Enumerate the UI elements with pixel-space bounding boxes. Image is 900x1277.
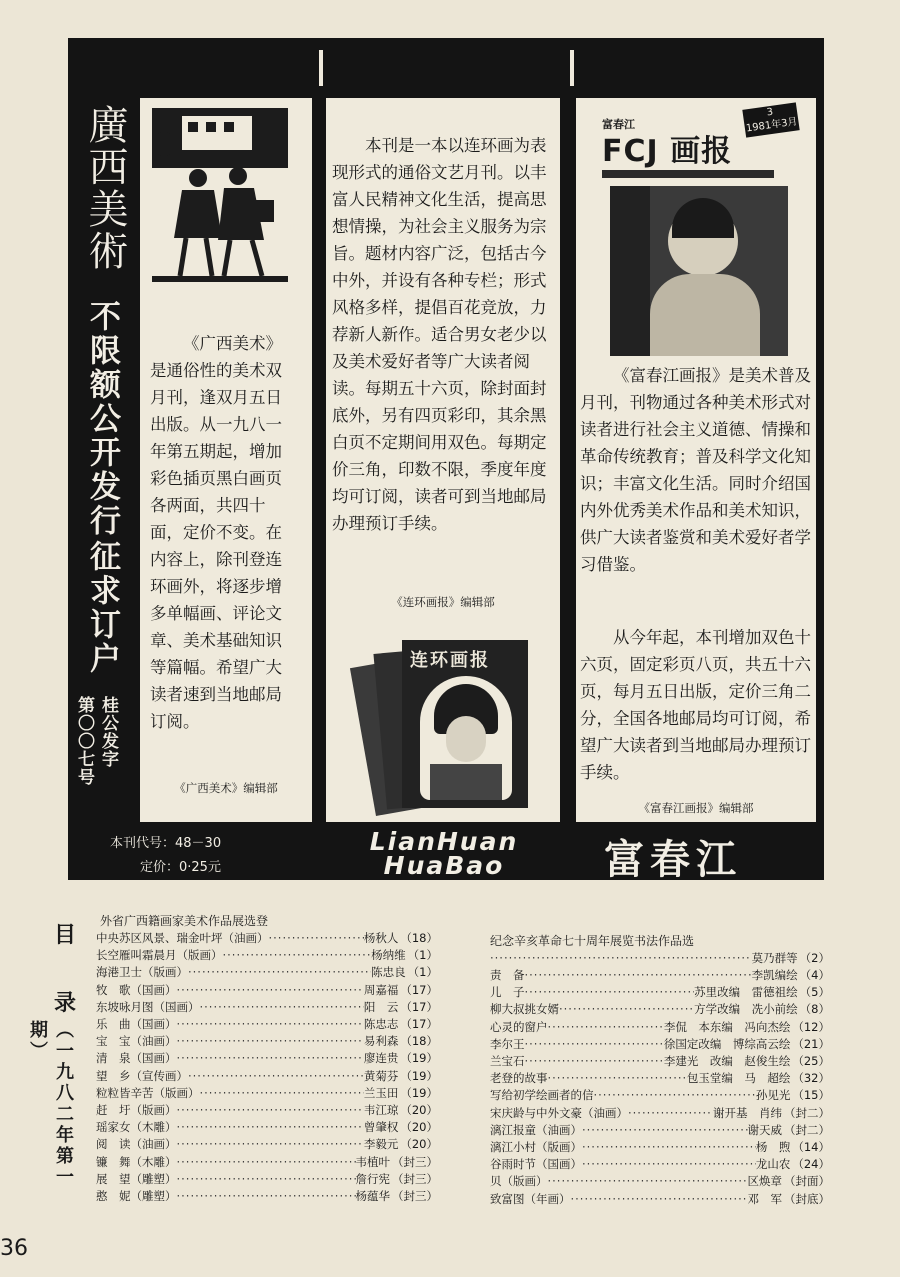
woodcut-illustration: [152, 108, 288, 284]
fcj-cover-painting: [610, 186, 788, 356]
toc-entry-page: （封三）: [392, 1171, 438, 1186]
toc-entry-page: （4）: [799, 968, 830, 982]
toc-entry-author: 易利森: [363, 1034, 399, 1049]
toc-entry-page: （15）: [792, 1088, 830, 1103]
toc-entry-author: 包玉堂编 马 超绘: [686, 1071, 791, 1086]
toc-leader-dots: [177, 1188, 356, 1205]
toc-entry-author: 李建光 改编 赵俊生绘: [663, 1054, 791, 1069]
toc-entry-title: 漓江小村（版画）: [490, 1140, 582, 1155]
toc-leader-dots: [177, 1171, 356, 1188]
toc-entry-author: 杨纳维: [371, 948, 406, 963]
toc-entry: [490, 1036, 830, 1053]
toc-entry-title: 儿 子: [490, 985, 525, 1000]
toc-leader-dots: [177, 1119, 364, 1136]
toc-entry-title: 宋庆龄与中外文豪（油画）: [490, 1105, 628, 1120]
toc-leader-dots: [582, 1122, 748, 1139]
left-signature: 《广西美术》编辑部: [174, 781, 278, 795]
toc-entry: [96, 1102, 438, 1119]
toc-entry: [490, 1191, 830, 1208]
toc-entry-page: （17）: [400, 982, 438, 997]
toc-entry: [490, 967, 830, 984]
permit-number-b: 桂公发字: [98, 696, 118, 768]
toc-entry-title: 宝 宝（油画）: [96, 1034, 177, 1049]
toc-entry-page: （12）: [792, 1019, 830, 1034]
toc-leader-dots: [223, 947, 372, 964]
toc-entry: [96, 1136, 438, 1153]
toc-leader-dots: [582, 1156, 756, 1173]
toc-entry-title: 漓江报童（油画）: [490, 1122, 582, 1137]
toc-entry-author: 陈忠志: [363, 1017, 399, 1032]
toc-entry-page: （21）: [792, 1036, 830, 1051]
toc-entry-title: 东坡咏月图（国画）: [96, 999, 200, 1014]
toc-entry: [96, 1033, 438, 1050]
cover-year: 1981年3月: [745, 116, 799, 135]
toc-entry-title: 贝（版画）: [490, 1174, 548, 1189]
toc-entry-page: （20）: [400, 1137, 438, 1152]
toc-leader-dots: [177, 1102, 364, 1119]
toc-entry-author: 韦植叶: [355, 1154, 390, 1169]
toc-entry-author: 黄菊芬: [363, 1068, 399, 1083]
toc-entry-title: 展 望（雕塑）: [96, 1171, 177, 1186]
toc-entry-title: 写给初学绘画者的信: [490, 1088, 594, 1103]
toc-left-heading: 外省广西籍画家美术作品展选登: [100, 914, 269, 928]
toc-leader-dots: [525, 1053, 664, 1070]
toc-entry-author: 廖连贵: [363, 1051, 399, 1066]
toc-entry-author: 李侃 本东编 冯向杰绘: [663, 1019, 791, 1034]
toc-entry-page: （17）: [400, 1017, 438, 1032]
toc-entry: [96, 930, 438, 947]
fcj-cover: [596, 104, 802, 359]
toc-entry: [490, 1053, 830, 1070]
toc-label-lu: 录: [54, 991, 77, 1016]
toc-entry-author: 曾肇权: [363, 1120, 399, 1135]
toc-leader-dots: [525, 1036, 664, 1053]
toc-entry: [96, 1171, 438, 1188]
toc-entry: [96, 1016, 438, 1033]
toc-entry-page: （封二）: [784, 1122, 830, 1137]
toc-entry-author: 孙见光: [755, 1088, 791, 1103]
toc-entry: [96, 1154, 438, 1171]
toc-left-list: [96, 930, 438, 1205]
toc-right-list: [490, 967, 830, 1208]
toc-entry-page: （14）: [792, 1140, 830, 1155]
toc-entry-page: （18）: [400, 1034, 438, 1049]
toc-leader-dots: [559, 1001, 694, 1018]
toc-entry-page: （19）: [400, 1051, 438, 1066]
toc-entry-title: 阅 读（油画）: [96, 1137, 177, 1152]
middle-body-text: 本刊是一本以连环画为表现形式的通俗文艺月刊。以丰富人民精神文化生活，提高思想情操，为社会主义服务为宗旨。题材内容广泛，包括古今中外，并设有各种专栏；形式风格多样，提倡百花竞放，力荐新人新作。适合男女老少以及美术爱好者等广大读者阅读。每期五十六页，除封面封底外，另有四页彩印，其余黑白页不定期间用双色。每期定价三角，印数不限，季度年度均可订阅，读者可到当地邮局办理预订手续。: [332, 136, 547, 533]
toc-leader-dots: [525, 967, 752, 984]
banner-divider: [319, 50, 323, 86]
toc-entry-page: （8）: [799, 1002, 830, 1017]
toc-entry-author: 徐国定改编 博综高云绘: [663, 1036, 791, 1051]
toc-entry-page: （20）: [400, 1120, 438, 1135]
toc-entry-title: 清 泉（国画）: [96, 1051, 177, 1066]
price: 定价：0·25元: [140, 860, 221, 875]
toc-leader-dots: [200, 1085, 364, 1102]
fcj-cover-small-title: 富春江: [602, 118, 635, 131]
toc-entry: [96, 1085, 438, 1102]
toc-entry-page: （封底）: [784, 1191, 830, 1206]
toc-entry-author: 詹行宪: [355, 1171, 390, 1186]
toc-leader-dots: [177, 1136, 364, 1153]
slogan: 不限额公开发行: [84, 300, 120, 538]
toc-entry-page: （5）: [799, 985, 830, 1000]
toc-entry-title: 望 乡（宣传画）: [96, 1068, 188, 1083]
toc-leader-dots: [177, 982, 364, 999]
toc-right-heading-author: 莫乃群等: [751, 951, 798, 965]
toc-entry-author: 陈忠良: [371, 965, 406, 980]
toc-entry: [96, 1068, 438, 1085]
toc-entry-author: 龙山农: [755, 1157, 791, 1172]
toc-entry: [490, 1156, 830, 1173]
toc-entry-author: 区焕章: [747, 1174, 782, 1189]
toc-leader-dots: [177, 1050, 364, 1067]
toc-entry-page: （20）: [400, 1103, 438, 1118]
toc-entry-page: （17）: [400, 999, 438, 1014]
toc-entry-page: （18）: [400, 931, 438, 945]
toc-entry: [490, 1070, 830, 1087]
toc-leader-dots: [571, 1191, 748, 1208]
fuchunjiang-calligraphy: 富春江: [604, 836, 742, 883]
toc-right-heading-page: （2）: [799, 951, 830, 965]
toc-entry-page: （封二）: [784, 1105, 830, 1120]
banner-divider: [570, 50, 574, 86]
toc-entry: [96, 1188, 438, 1205]
toc-entry-page: （封三）: [392, 1189, 438, 1204]
toc-entry-title: 粒粒皆辛苦（版画）: [96, 1085, 200, 1100]
toc-entry-title: 乐 曲（国画）: [96, 1017, 177, 1032]
right-body-text-2: 从今年起，本刊增加双色十六页，固定彩页八页，共五十六页，每月五日出版，定价三角二分，全国各地邮局均可订阅，希望广大读者到当地邮局办理预订手续。: [580, 628, 811, 782]
toc-leader-dots: [188, 1068, 364, 1085]
calligraphy-title: 廣西美術: [82, 104, 128, 272]
cover-portrait: [420, 676, 512, 800]
toc-entry-page: （24）: [792, 1157, 830, 1172]
toc-leader-dots: [177, 1016, 364, 1033]
toc-entry-title: 赶 圩（版画）: [96, 1103, 177, 1118]
toc-entry-author: 苏里改编 雷德祖绘: [694, 985, 798, 1000]
toc-entry-title: 致富图（年画）: [490, 1191, 571, 1206]
toc-entry-author: 谢开基 肖纬: [713, 1105, 782, 1120]
toc-leader-dots: [525, 984, 695, 1001]
fcj-cover-subtitle-strip: [602, 170, 774, 178]
slogan-subscribe: 征求订户: [84, 540, 120, 676]
toc-entry-page: （1）: [407, 965, 438, 980]
toc-entry-author: 方学改编 冼小前绘: [694, 1002, 798, 1017]
middle-signature: 《连环画报》编辑部: [391, 595, 495, 609]
toc-entry-page: （25）: [792, 1054, 830, 1069]
toc-entry-page: （封三）: [392, 1154, 438, 1169]
toc-leader-dots: [269, 930, 364, 947]
toc-entry-title: 瑶家女（木雕）: [96, 1120, 177, 1135]
fcj-cover-logo: FCJ 画报: [602, 134, 733, 169]
toc-leader-dots: [594, 1087, 756, 1104]
periodical-code: 本刊代号：48－30: [110, 836, 222, 851]
toc-entry: [490, 1087, 830, 1104]
toc-entry-title: 中央苏区风景、瑞金叶坪（油画）: [96, 931, 269, 945]
toc-entry-title: 责 备: [490, 968, 525, 982]
toc-entry: [96, 999, 438, 1016]
toc-entry: [96, 982, 438, 999]
toc-entry-title: 镰 舞（木雕）: [96, 1154, 177, 1169]
toc-entry-page: （19）: [400, 1085, 438, 1100]
toc-entry-author: 邓 军: [747, 1191, 782, 1206]
toc-entry-author: 兰玉田: [363, 1085, 399, 1100]
toc-entry-title: 牧 歌（国画）: [96, 982, 177, 997]
toc-entry: [490, 1019, 830, 1036]
toc-right-heading-row: [490, 950, 830, 967]
toc-entry-author: 李毅元: [363, 1137, 399, 1152]
lianhuan-cover-stack: [362, 640, 530, 812]
toc-entry-author: 杨 煦: [755, 1140, 791, 1155]
fcj-cover-issue-badge: [742, 102, 799, 137]
toc-leader-dots: [200, 999, 364, 1016]
toc-right-heading: 纪念辛亥革命七十周年展览书法作品选: [490, 934, 695, 948]
cover-title: 连环画报: [410, 650, 490, 671]
toc-entry-page: （32）: [792, 1071, 830, 1086]
toc-leader-dots: [177, 1154, 356, 1171]
toc-entry-title: 李尔王: [490, 1036, 525, 1051]
lh-line1: LianHuan: [369, 827, 519, 856]
toc-entry-author: 杨秋人: [363, 931, 399, 945]
toc-leader-dots: [548, 1173, 748, 1190]
toc-entry-page: （19）: [400, 1068, 438, 1083]
toc-entry-author: 韦江琼: [363, 1103, 399, 1118]
toc-entry-title: 海港卫士（版画）: [96, 965, 188, 980]
toc-entry-title: 老登的故事: [490, 1071, 548, 1086]
permit-number-a: 第〇〇七号: [74, 696, 94, 786]
toc-entry-title: 憨 妮（雕塑）: [96, 1189, 177, 1204]
toc-entry-title: 长空雁叫霜晨月（版画）: [96, 948, 223, 963]
toc-leader-dots: [582, 1139, 756, 1156]
toc-entry: [96, 1050, 438, 1067]
toc-entry: [490, 1139, 830, 1156]
toc-entry: [490, 1001, 830, 1018]
toc-entry: [96, 947, 438, 964]
toc-entry: [490, 1105, 830, 1122]
right-signature: 《富春江画报》编辑部: [638, 801, 754, 815]
toc-entry-page: （封面）: [784, 1174, 830, 1189]
cover-issue-number: 3: [766, 106, 774, 119]
toc-entry: [96, 1119, 438, 1136]
lianhuan-huabao-logo: [330, 827, 558, 880]
toc-leader-dots: [177, 1033, 364, 1050]
toc-entry-author: 杨蕴华: [355, 1189, 390, 1204]
toc-entry: [490, 1173, 830, 1190]
lh-line2: HuaBao: [383, 851, 505, 880]
toc-leader-dots: [188, 964, 371, 981]
toc-leader-dots: [628, 1105, 713, 1122]
toc-entry-title: 柳大叔挑女婿: [490, 1002, 559, 1017]
toc-leader-dots: [548, 1019, 664, 1036]
toc-entry: [96, 964, 438, 981]
toc-label-mu: 目: [54, 923, 77, 948]
toc-entry-title: 兰宝石: [490, 1054, 525, 1069]
toc-issue: （一九八二年第一期）: [27, 1020, 74, 1188]
toc-entry: [490, 984, 830, 1001]
left-body-text: 《广西美术》是通俗性的美术双月刊，逢双月五日出版。从一九八一年第五期起，增加彩色插页黑白画页各两面，共四十面，定价不变。在内容上，除刊登连环画外，将逐步增多单幅画、评论文章、美术基础知识等篇幅。希望广大读者速到当地邮局订阅。: [150, 334, 282, 731]
toc-entry-title: 谷雨时节（国画）: [490, 1157, 582, 1172]
page-number: 36: [0, 1236, 28, 1261]
toc-entry-author: 李凯编绘: [751, 968, 798, 982]
toc-entry-author: 周嘉福: [363, 982, 399, 997]
toc-entry-page: （1）: [407, 948, 438, 963]
toc-entry-author: 阳 云: [363, 999, 399, 1014]
toc-entry-author: 谢天威: [747, 1122, 782, 1137]
toc-leader-dots: [548, 1070, 687, 1087]
toc-entry-title: 心灵的窗户: [490, 1019, 548, 1034]
right-body-text-1: 《富春江画报》是美术普及月刊，刊物通过各种美术形式对读者进行社会主义道德、情操和革命传统教育；普及科学文化知识；丰富文化生活。同时介绍国内外优秀美术作品和美术知识，供广大读者鉴赏和美术爱好者学习借鉴。: [580, 366, 811, 574]
toc-entry: [490, 1122, 830, 1139]
